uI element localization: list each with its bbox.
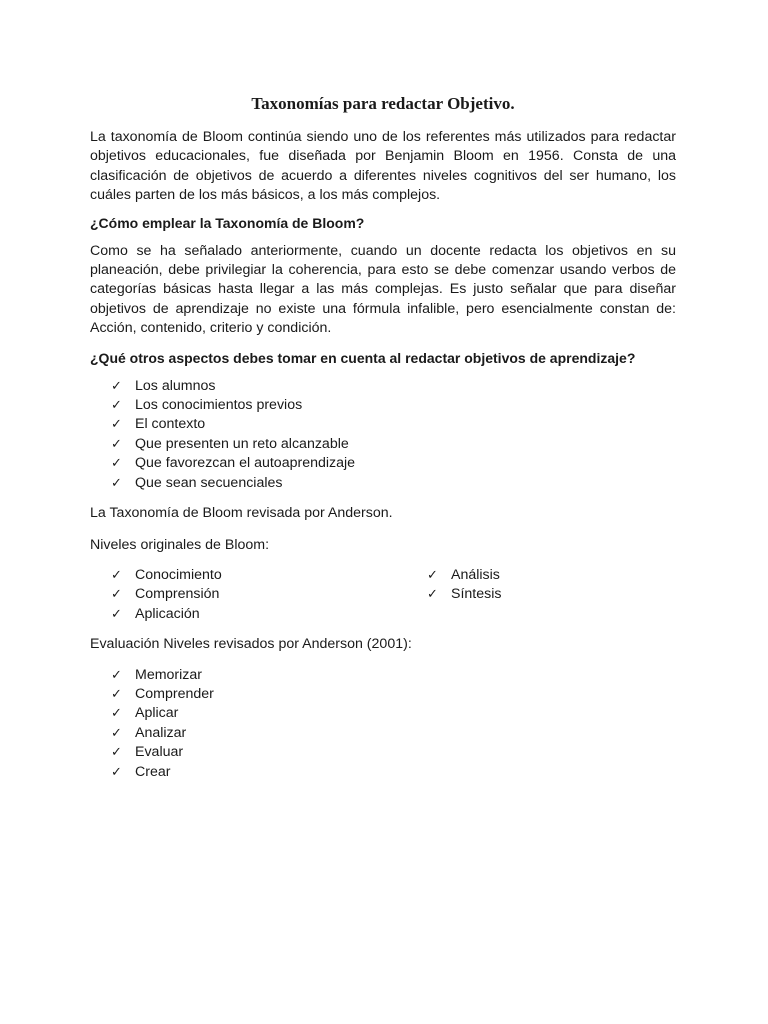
checkmark-icon: ✓: [111, 378, 122, 394]
checkmark-icon: ✓: [111, 764, 122, 780]
list-item: ✓ Comprensión: [90, 585, 406, 604]
intro-paragraph: La taxonomía de Bloom continúa siendo uno de los referentes más utilizados para redactar objetivos educacionales, fue diseñada por Benjamin Bloom en 1956. Consta de una clasificación de objetivos de acuerdo a diferentes niveles cognitivos del ser humano, los cuáles parten de los más básicos, a los más complejos.: [90, 129, 676, 204]
original-levels-left: [90, 566, 406, 624]
heading-how-to-use: ¿Cómo emplear la Taxonomía de Bloom?: [90, 214, 365, 231]
checkmark-icon: ✓: [427, 587, 438, 603]
list-item: ✓ Que favorezcan el autoaprendizaje: [90, 454, 676, 473]
original-levels-columns: [90, 566, 676, 624]
anderson-levels-label: Evaluación Niveles revisados por Anderson (2001):: [90, 636, 412, 653]
checkmark-icon: ✓: [111, 667, 122, 683]
anderson-levels-list: [90, 666, 676, 782]
checkmark-icon: ✓: [111, 417, 122, 433]
checkmark-icon: ✓: [111, 606, 122, 622]
list-item: ✓ Aplicar: [90, 704, 676, 723]
list-item: ✓ Aplicación: [90, 605, 406, 624]
checkmark-icon: ✓: [111, 587, 122, 603]
usage-paragraph: Como se ha señalado anteriormente, cuando un docente redacta los objetivos en su planeación, debe privilegiar la coherencia, para esto se debe comenzar usando verbos de categorías básicas hasta llegar a las más complejas. Es justo señalar que para diseñar objetivos de aprendizaje no existe una fórmula infalible, pero esencialmente constan de: Acción, contenido, criterio y condición.: [90, 242, 676, 337]
list-item: ✓ Crear: [90, 763, 676, 782]
checkmark-icon: ✓: [111, 475, 122, 491]
checkmark-icon: ✓: [111, 725, 122, 741]
revised-taxonomy-line: La Taxonomía de Bloom revisada por Anderson.: [90, 505, 393, 522]
list-item: ✓ Analizar: [90, 724, 676, 743]
list-item: ✓ Comprender: [90, 685, 676, 704]
list-item: ✓ Memorizar: [90, 666, 676, 685]
checkmark-icon: ✓: [111, 686, 122, 702]
checkmark-icon: ✓: [111, 398, 122, 414]
checkmark-icon: ✓: [111, 567, 122, 583]
list-item: ✓ Evaluar: [90, 743, 676, 762]
list-item: ✓ Análisis: [406, 566, 676, 585]
list-item: ✓ Los alumnos: [90, 377, 676, 396]
document-title: Taxonomías para redactar Objetivo.: [251, 94, 515, 113]
list-item: ✓ Conocimiento: [90, 566, 406, 585]
checkmark-icon: ✓: [111, 706, 122, 722]
list-item: ✓ Que sean secuenciales: [90, 474, 676, 493]
aspects-list: [90, 377, 676, 493]
checkmark-icon: ✓: [111, 745, 122, 761]
original-levels-right: [406, 566, 676, 624]
checkmark-icon: ✓: [111, 436, 122, 452]
document-page: [90, 94, 676, 782]
list-item: ✓ Los conocimientos previos: [90, 396, 676, 415]
checkmark-icon: ✓: [111, 456, 122, 472]
list-item: ✓ El contexto: [90, 415, 676, 434]
list-item: ✓ Síntesis: [406, 585, 676, 604]
heading-other-aspects: ¿Qué otros aspectos debes tomar en cuenta al redactar objetivos de aprendizaje?: [90, 349, 636, 366]
original-levels-label: Niveles originales de Bloom:: [90, 536, 270, 553]
list-item: ✓ Que presenten un reto alcanzable: [90, 435, 676, 454]
checkmark-icon: ✓: [427, 567, 438, 583]
